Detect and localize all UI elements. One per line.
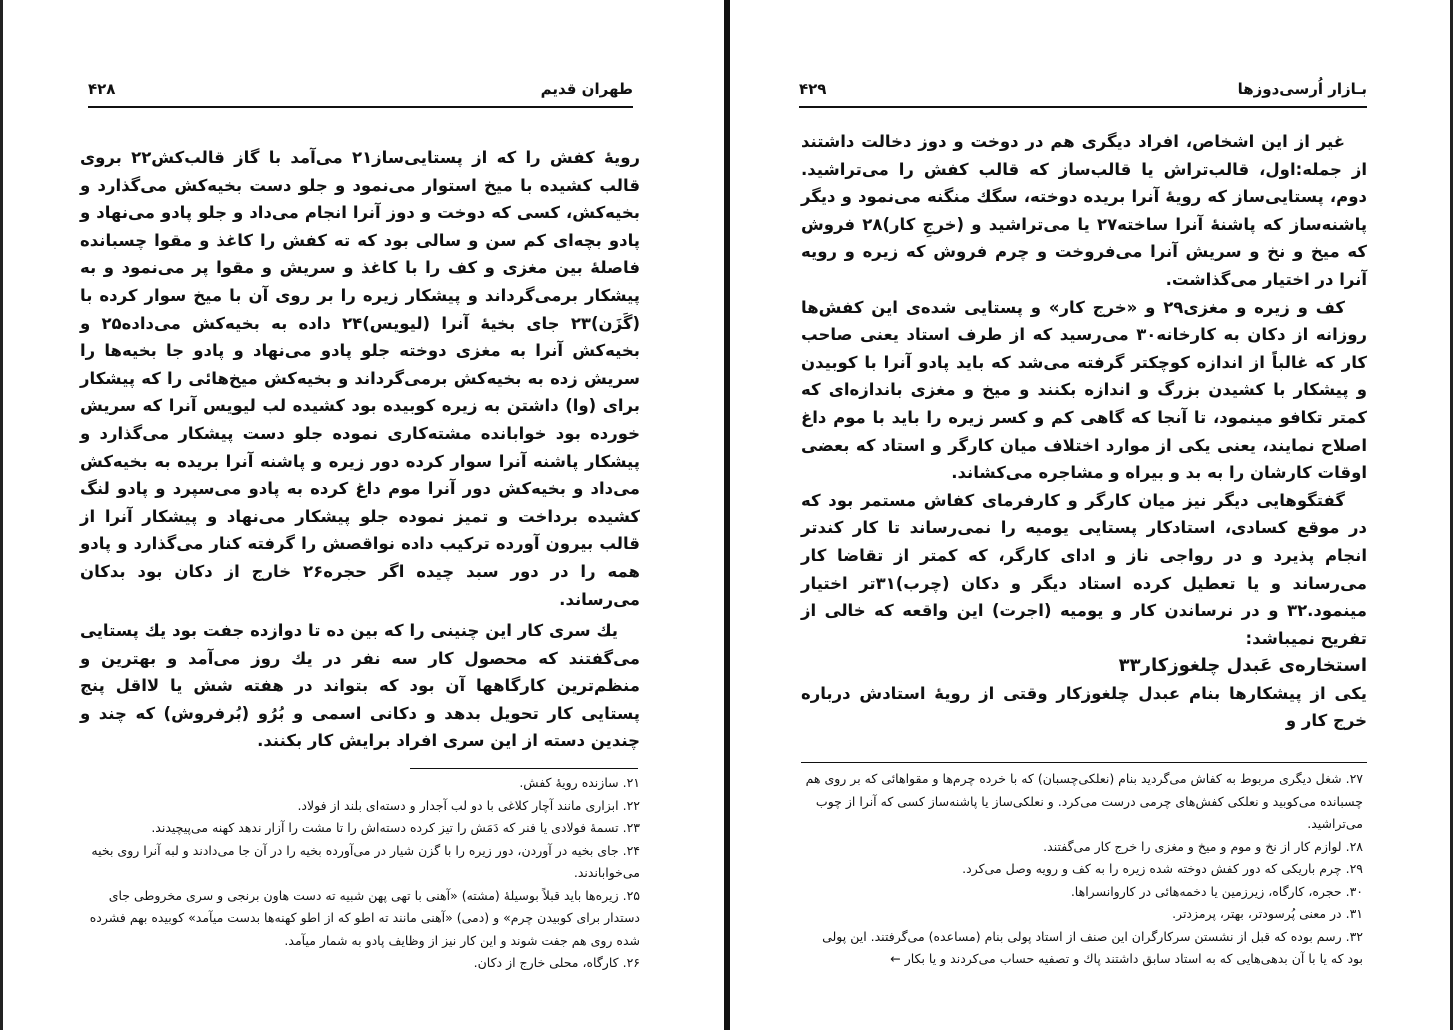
paragraph: کف و زیره و مغزی۲۹ و «خرج کار» و پستایی شده‌ی این کفش‌ها روزانه از دکان به کارخانه۳۰ می‌رسید که از طرف استاد یعنی صاحب کار که غالباً از اندازه کوچکتر گرفته می‌شد که باید پادو آنرا با کوبیدن و پیشکار با کشیدن بزرگ و اندازه بکنند و میخ و مغزی باندازه‌ای که کمتر تکافو مینمود، تا آنجا که گاهی کم و کسر زیره را باید با موم داغ اصلاح نمایند، یعنی یکی از موارد اختلاف میان کارگر و استاد که بعضی اوقات کارشان را به بد و بیراه و مشاجره می‌کشاند. [801, 297, 1367, 483]
left-footnotes [84, 772, 640, 975]
book-gutter [724, 0, 730, 1030]
paragraph: یکی از پیشکارها بنام عبدل چلغوزکار وقتی از رویهٔ استادش درباره خرج کار و [801, 683, 1367, 731]
footnote: ۳۲. رسم بوده که قبل از نشستن سرکارگران این صنف از استاد پولی بنام (مساعده) می‌گرفتند. این پولی بود که یا با آن بدهی‌هایی که به استاد سابق داشتند پاك و تصفیه حساب می‌کردند و یا بکار ← [822, 928, 1363, 966]
page-number: ۴۲۹ [799, 80, 827, 98]
right-page [731, 0, 1453, 1030]
header-rule [88, 106, 633, 108]
footnote: ۲۱. سازنده رویهٔ کفش. [519, 775, 640, 790]
footnote: ۲۸. لوازم کار از نخ و موم و میخ و مغزی را خرج کار می‌گفتند. [1043, 838, 1363, 854]
section-heading: استخاره‌ی عَبدل چلغوزکار۳۳ [1118, 655, 1367, 677]
paragraph: رویهٔ کفش را که از پستایی‌ساز۲۱ می‌آمد با گاز قالب‌کش۲۲ بروی قالب کشیده با میخ استوار می‌نمود و جلو دست بخیه‌کش می‌گذارد و بخیه‌کش، کسی که دوخت و دوز آنرا انجام می‌داد و جلو پادو می‌نهاد و پادو بچه‌ای کم سن و سالی بود که ته کفش را کاغذ و مقوا چسبانده فاصلهٔ بین مغزی و کف را با کاغذ و سریش و مقوا پر می‌نمود و به پیشکار برمی‌گرداند و پیشکار زیره را بر روی آن با میخ سوار کرده با (گَزَن)۲۳ جای بخیهٔ آنرا (لیویس)۲۴ داده به بخیه‌کش می‌داده۲۵ و بخیه‌کش آنرا به مغزی دوخته جلو پادو می‌نهاد و پادو جا بخیه‌ها را سریش زده به بخیه‌کش برمی‌گرداند و بخیه‌کش میخ‌هائی را که پیشکار برای (وا) داشتن به زیره کوبیده بود کشیده لب لیویس آنرا که سریش خورده بود خوابانده مشته‌کاری نموده جلو دست پیشکار می‌گذارد و پیشکار پاشنه آنرا سوار کرده دور زیره و پاشنه آنرا بریده به بخیه‌کش می‌داد و بخیه‌کش دور آنرا موم داغ کرده به پادو می‌سپرد و پادو لنگ کشیده برداخت و تمیز نموده جلو پیشکار می‌نهاد و پیشکار آنرا از قالب بیرون آورده ترکیب داده نواقصش را گرفته کنار می‌گذارد و پادو همه را در دور سبد چیده اگر حجره۲۶ خارج از دکان بود بدکان می‌رساند. [80, 148, 640, 609]
footnote: ۳۱. در معنی پُرسودتر، بهتر، پرمزدتر. [1172, 906, 1363, 921]
footnote-rule [801, 762, 1367, 763]
paragraph: گفتگوهایی دیگر نیز میان کارگر و کارفرمای کفاش مستمر بود که در موقع کسادی، استادکار پستایی یومیه را نمی‌رساند تا کار کندتر انجام پذیرد و در رواجی ناز و ادای کارگر، که کمتر از تقاضا کار می‌رساند و یا تعطیل کرده استاد دیگر و دکان (چرب)۳۱تر اختیار مینمود.۳۲ و در نرساندن کار و یومیه (اجرت) این واقعه که خالی از تفریح نمیباشد: [801, 490, 1368, 648]
footnote: ۲۶. کارگاه، محلی خارج از دکان. [473, 955, 640, 970]
footnote: ۲۵. زیره‌ها باید قبلاً بوسیلهٔ (مشته) «آهنی با تهی پهن شبیه ته دست هاون برنجی و سری مخروطی جای دستدار برای کوبیدن چرم» و (دمی) «آهنی مانند ته اطو که از اطو کهنه‌ها بدست میآمد» کوبیده بهم فشرده شده روی هم جفت شوند و این کار نیز از وظایف پادو به شمار میآمد. [89, 887, 640, 948]
left-page-header [88, 78, 633, 102]
paragraph: یك سری کار این چنینی را که بین ده تا دوازده جفت بود یك پستایی می‌گفتند که محصول کار سه نفر در یك روز می‌آمد و بهترین و منظم‌ترین کارگاهها آن بود که بتواند در هفته شش یا لااقل پنج پستایی کار تحویل بدهد و دکانی اسمی و بُرُو (بُرفروش) که چند و چندین دسته از این سری افراد برایش کار بکنند. [80, 621, 640, 751]
footnote: ۲۲. ابزاری مانند آچار کلاغی با دو لب آجدار و دسته‌ای بلند از فولاد. [297, 797, 640, 813]
footnote: ۲۹. چرم باریکی که دور کفش دوخته شده زیره را به کف و رویه وصل می‌کرد. [962, 861, 1363, 876]
footnote: ۲۴. جای بخیه در آوردن، دور زیره را با گزن شیار در می‌آورده بخیه را در آن جا می‌دادند و لبه آنرا روی بخیه می‌خواباندند. [91, 842, 640, 880]
left-page [0, 0, 725, 1030]
footnote: ۳۰. حجره، کارگاه، زیرزمین یا دخمه‌هائی در کاروانسراها. [1070, 883, 1363, 899]
right-footnotes [803, 768, 1363, 971]
header-rule [799, 106, 1367, 108]
running-title: بـازار اُرسی‌دوزها [1237, 80, 1367, 98]
left-page-edge [0, 0, 3, 1030]
left-page-body [80, 144, 640, 755]
running-title: طهران قدیم [540, 80, 633, 98]
page-number: ۴۲۸ [88, 80, 116, 98]
footnote: ۲۳. تسمهٔ فولادی یا فنر که دَمَش را تیز کرده دسته‌اش را تا مشت را آزار ندهد کهنه می‌پیچیدند. [151, 820, 640, 835]
footnote: ۲۷. شغل دیگری مربوط به کفاش می‌گردید بنام (نعلکی‌چسبان) که با خرده چرم‌ها و مقواهائی که بر روی هم چسبانده می‌کوبید و نعلکی کفش‌های چرمی درست می‌کرد. و نعلکی‌ساز یا پاشنه‌ساز کسی که آنرا از چوب می‌تراشید. [805, 771, 1363, 831]
right-page-body [801, 128, 1367, 735]
footnote-rule [410, 768, 638, 769]
right-page-header [799, 78, 1367, 102]
paragraph: غیر از این اشخاص، افراد دیگری هم در دوخت و دوز دخالت داشتند از جمله:اول، قالب‌تراش یا قالب‌ساز که قالب کفش را می‌تراشید. دوم، پستایی‌ساز که رویهٔ آنرا بریده دوخته، سگك منگنه می‌نمود و دیگر پاشنه‌ساز که پاشنهٔ آنرا ساخته۲۷ یا می‌تراشید و (خرجِ کار)۲۸ فروش که میخ و نخ و سریش آنرا می‌فروخت و چرم فروش که زیره و رویه آنرا در اختیار می‌گذاشت. [801, 132, 1368, 289]
